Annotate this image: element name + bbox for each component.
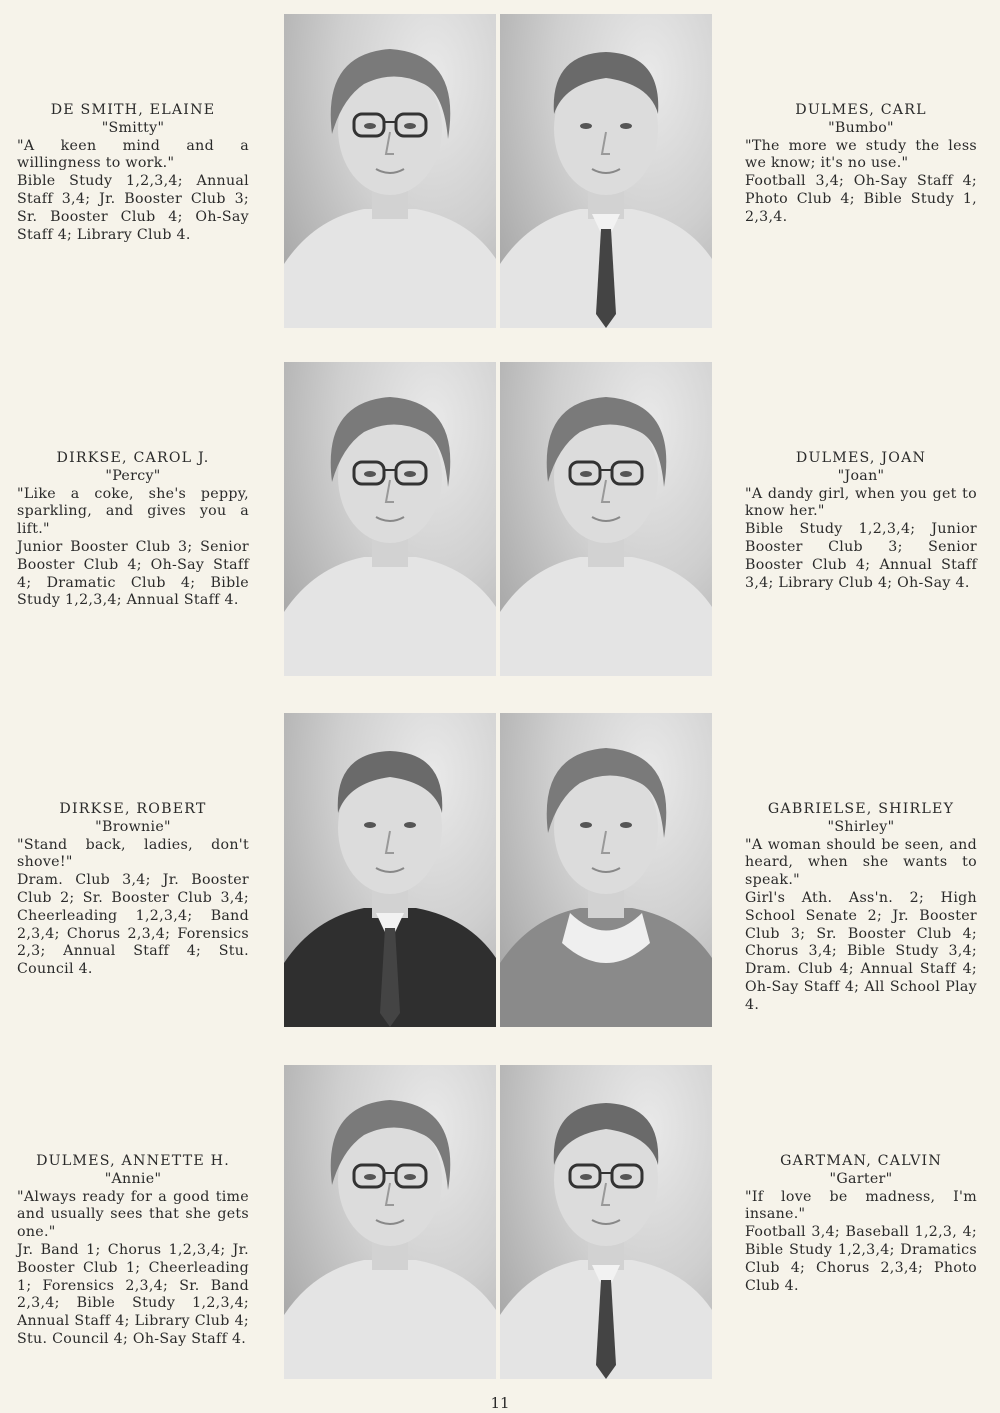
student-activities: Dram. Club 3,4; Jr. Booster Club 2; Sr. Booster Club 3,4; Cheerleading 1,2,3,4; Band 2,3,4; Chorus 2,3,4; Forensics 2,3; Annual Staff 4; Stu. Council 4. [17,872,249,978]
page-number: 11 [490,1394,510,1412]
student-quote: "If love be madness, I'm insane." [745,1188,977,1223]
portrait-girl-glasses-icon [500,362,712,676]
student-bio [745,1153,977,1295]
student-activities: Junior Booster Club 3; Senior Booster Club 4; Oh-Say Staff 4; Dramatic Club 4; Bible Study 1,2,3,4; Annual Staff 4. [17,538,249,609]
student-bio [17,450,249,610]
student-bio [17,801,249,979]
student-nickname: "Bumbo" [828,119,894,136]
student-row [0,14,1000,330]
portrait-boy-glasses-tie-icon [500,1065,712,1379]
student-name: DIRKSE, CAROL J. [56,450,210,466]
student-activities: Bible Study 1,2,3,4; Junior Booster Club 3; Senior Booster Club 4; Annual Staff 3,4; Library Club 4; Oh-Say 4. [745,521,977,591]
student-bio [17,1153,249,1349]
portrait-girl-scarf-icon [500,713,712,1027]
student-bio [17,102,249,244]
student-row [0,1065,1000,1381]
student-quote: "A woman should be seen, and heard, when she wants to speak." [745,836,977,889]
student-quote: "A dandy girl, when you get to know her." [745,485,977,520]
student-nickname: "Shirley" [827,818,895,835]
student-quote: "Always ready for a good time and usually sees that she gets one." [17,1188,249,1241]
student-bio [745,450,977,592]
student-quote: "The more we study the less we know; it's no use." [745,137,977,172]
student-name: DULMES, ANNETTE H. [36,1153,230,1169]
student-name: GABRIELSE, SHIRLEY [767,801,955,817]
portrait-girl-glasses-icon [284,14,496,328]
student-nickname: "Joan" [837,467,885,484]
portrait-boy-tie-icon [500,14,712,328]
student-nickname: "Annie" [104,1170,162,1187]
portrait-boy-dark-suit-icon [284,713,496,1027]
student-name: GARTMAN, CALVIN [780,1153,942,1169]
portrait-girl-glasses-icon [284,1065,496,1379]
portrait-girl-glasses-icon [284,362,496,676]
student-row [0,362,1000,678]
student-name: DIRKSE, ROBERT [59,801,207,817]
student-activities: Football 3,4; Baseball 1,2,3, 4; Bible Study 1,2,3,4; Dramatics Club 4; Chorus 2,3,4; Photo Club 4. [745,1224,977,1294]
student-nickname: "Smitty" [101,119,165,136]
student-bio [745,102,977,227]
student-activities: Bible Study 1,2,3,4; Annual Staff 3,4; Jr. Booster Club 3; Sr. Booster Club 4; Oh-Say Staff 4; Library Club 4. [17,173,249,243]
student-activities: Girl's Ath. Ass'n. 2; High School Senate 2; Jr. Booster Club 3; Sr. Booster Club 4; Chorus 3,4; Bible Study 3,4; Dram. Club 4; Annual Staff 4; Oh-Say Staff 4; All School Play 4. [745,889,977,1013]
student-bio [745,801,977,1015]
student-name: DE SMITH, ELAINE [50,102,216,118]
student-nickname: "Percy" [105,467,161,484]
student-name: DULMES, CARL [795,102,927,118]
student-nickname: "Brownie" [95,818,171,835]
student-name: DULMES, JOAN [795,450,927,466]
student-nickname: "Garter" [829,1170,893,1187]
student-row [0,713,1000,1029]
student-activities: Football 3,4; Oh-Say Staff 4; Photo Club 4; Bible Study 1, 2,3,4. [745,173,977,225]
student-activities: Jr. Band 1; Chorus 1,2,3,4; Jr. Booster Club 1; Cheerleading 1; Forensics 2,3,4; Sr. Band 2,3,4; Bible Study 1,2,3,4; Annual Staff 4; Library Club 4; Stu. Council 4; Oh-Say Staff 4. [17,1241,249,1347]
student-quote: "A keen mind and a willingness to work." [17,137,249,172]
student-quote: "Stand back, ladies, don't shove!" [17,836,249,871]
student-quote: "Like a coke, she's peppy, sparkling, and gives you a lift." [17,485,249,538]
